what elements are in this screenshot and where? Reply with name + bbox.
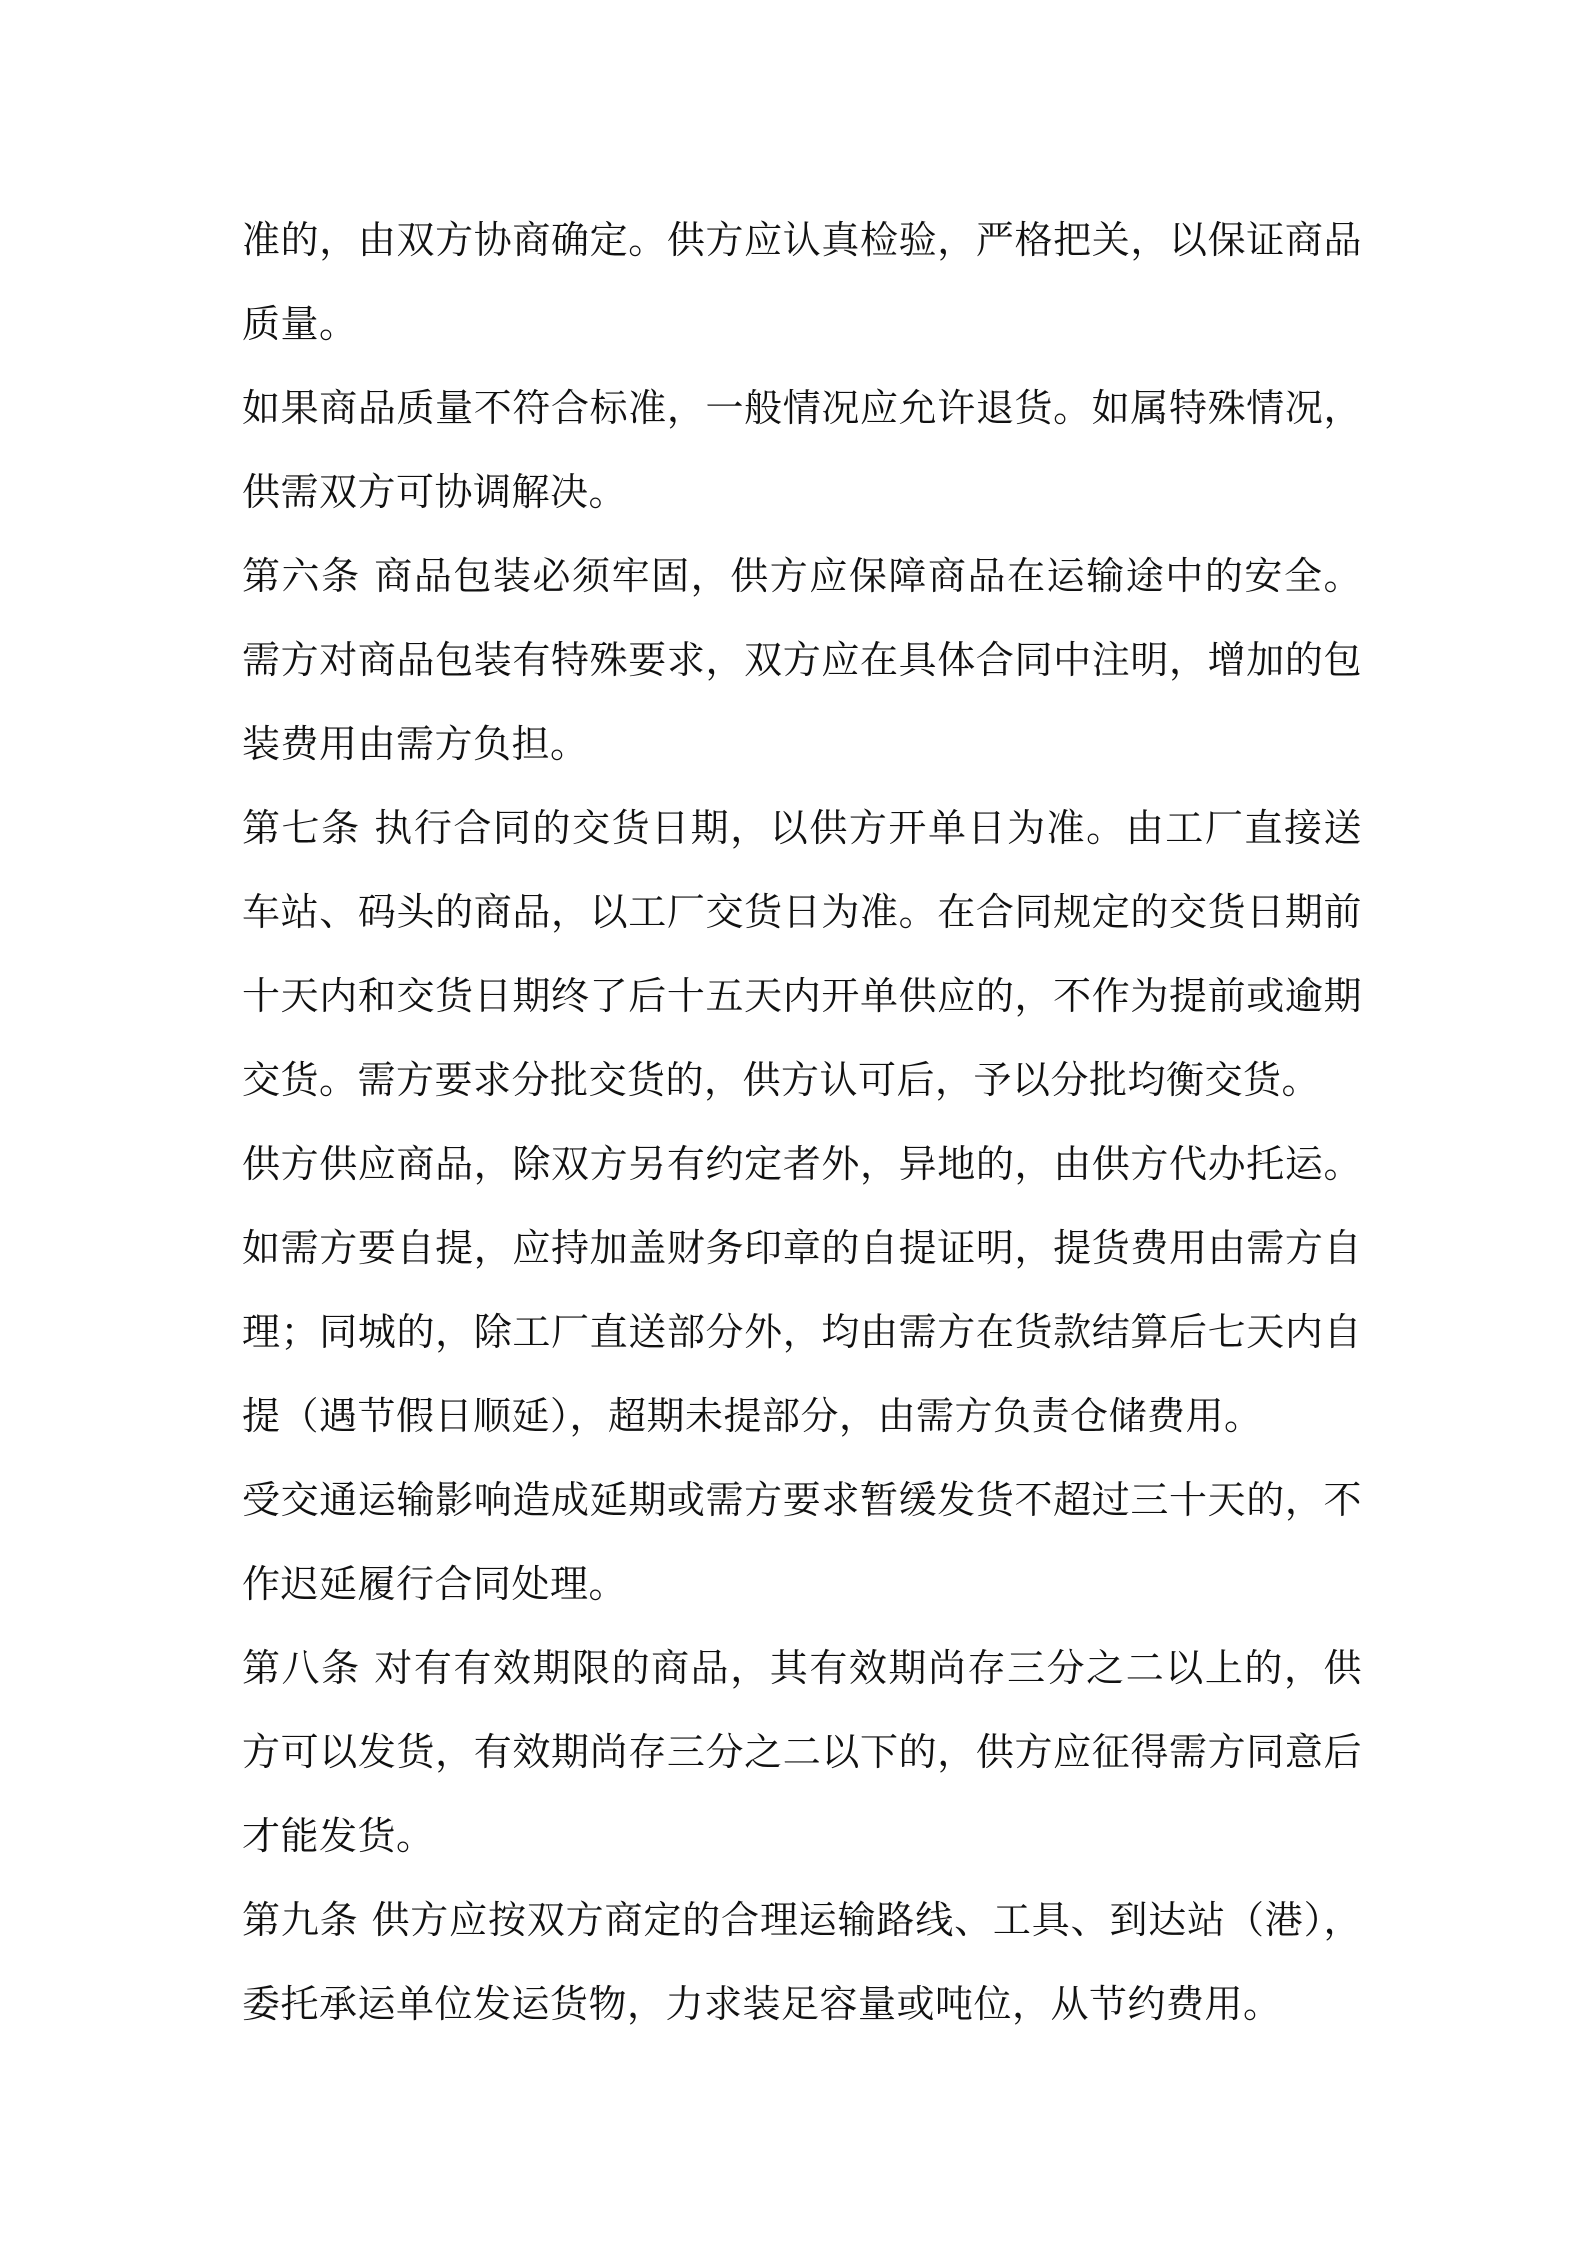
paragraph-article-7: 第七条 执行合同的交货日期，以供方开单日为准。由工厂直接送车站、码头的商品，以工厂交货日为准。在合同规定的交货日期前十天内和交货日期终了后十五天内开单供应的，不作为提前或逾期交货。需方要求分批交货的，供方认可后，予以分批均衡交货。 bbox=[242, 806, 1362, 1102]
paragraph-article-6: 第六条 商品包装必须牢固，供方应保障商品在运输途中的安全。需方对商品包装有特殊要求，双方应在具体合同中注明，增加的包装费用由需方负担。 bbox=[242, 554, 1362, 766]
paragraph-delay: 受交通运输影响造成延期或需方要求暂缓发货不超过三十天的，不作迟延履行合同处理。 bbox=[242, 1478, 1362, 1606]
paragraph-quality-standard: 准的，由双方协商确定。供方应认真检验，严格把关，以保证商品质量。 bbox=[242, 218, 1362, 346]
paragraph-article-8: 第八条 对有有效期限的商品，其有效期尚存三分之二以上的，供方可以发货，有效期尚存三分之二以下的，供方应征得需方同意后才能发货。 bbox=[242, 1646, 1362, 1858]
document-body bbox=[242, 198, 1362, 2046]
paragraph-article-9: 第九条 供方应按双方商定的合理运输路线、工具、到达站（港），委托承运单位发运货物，力求装足容量或吨位，从节约费用。 bbox=[242, 1898, 1362, 2026]
paragraph-return-policy: 如果商品质量不符合标准，一般情况应允许退货。如属特殊情况，供需双方可协调解决。 bbox=[242, 386, 1362, 514]
paragraph-shipping: 供方供应商品，除双方另有约定者外，异地的，由供方代办托运。如需方要自提，应持加盖财务印章的自提证明，提货费用由需方自理；同城的，除工厂直送部分外，均由需方在货款结算后七天内自提（遇节假日顺延），超期未提部分，由需方负责仓储费用。 bbox=[242, 1142, 1362, 1438]
